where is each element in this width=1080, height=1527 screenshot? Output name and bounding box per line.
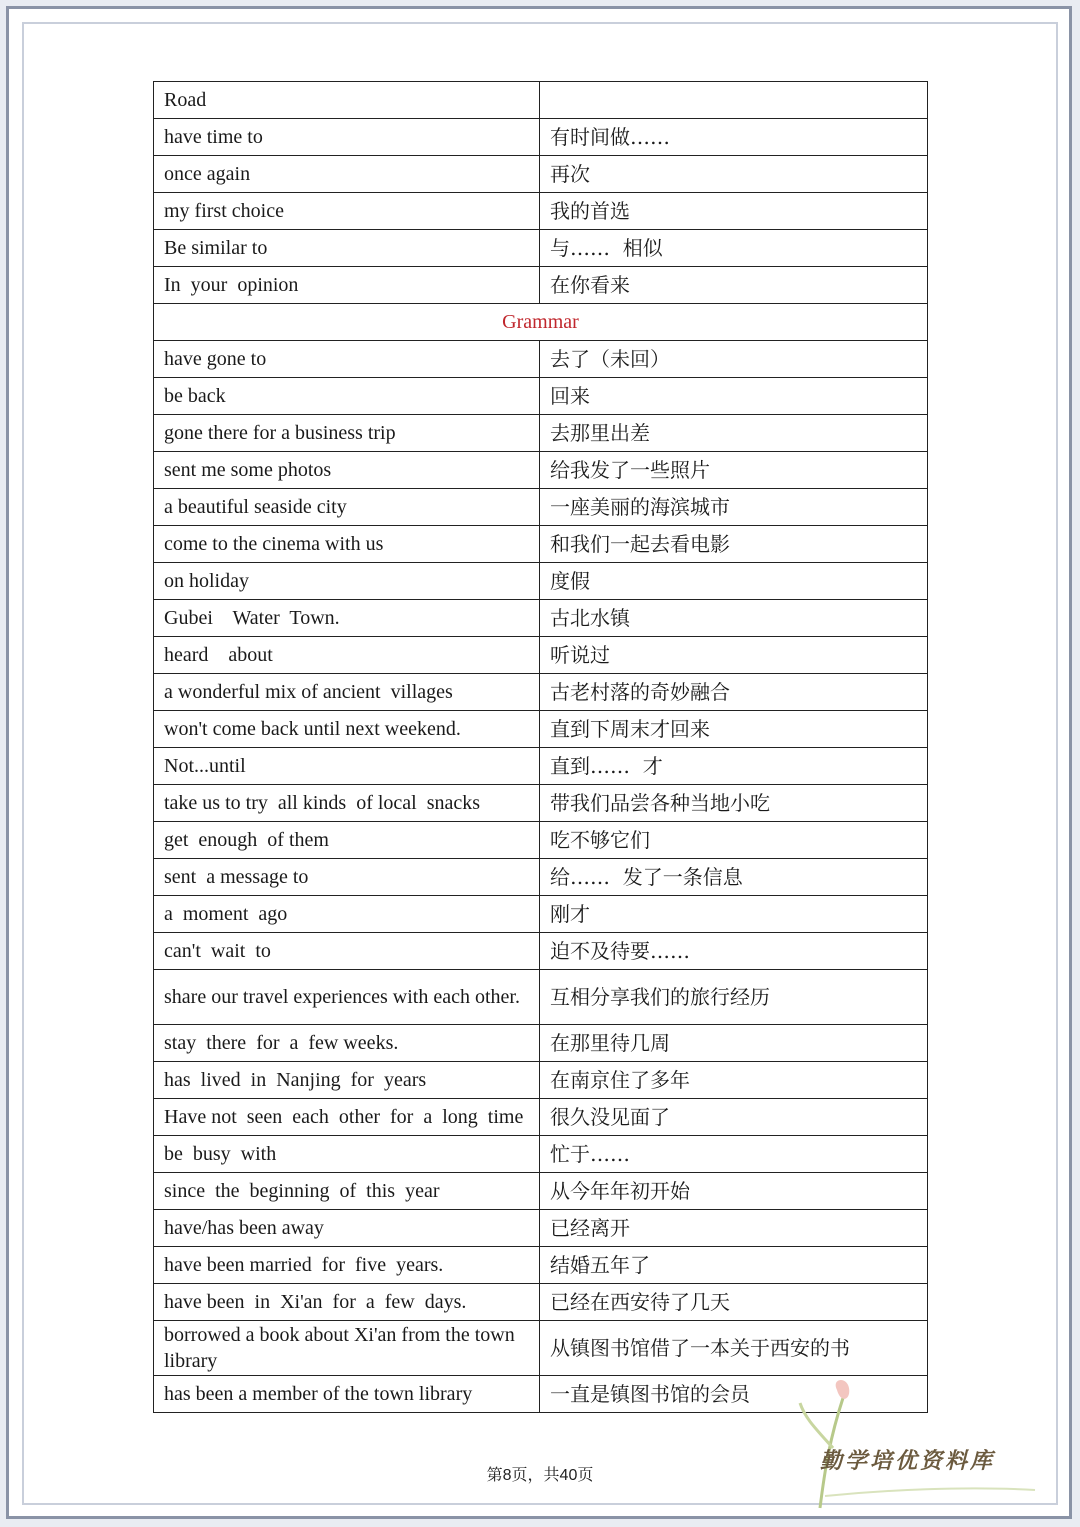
english-phrase: since the beginning of this year (154, 1173, 540, 1210)
chinese-translation: 去了（未回） (540, 341, 928, 378)
table-row (154, 600, 928, 637)
chinese-translation: 在那里待几周 (540, 1025, 928, 1062)
chinese-translation (540, 82, 928, 119)
english-phrase: Gubei Water Town. (154, 600, 540, 637)
chinese-translation: 很久没见面了 (540, 1099, 928, 1136)
english-phrase: sent a message to (154, 859, 540, 896)
chinese-translation: 再次 (540, 156, 928, 193)
vocabulary-table (153, 81, 928, 1413)
english-phrase: once again (154, 156, 540, 193)
chinese-translation: 一座美丽的海滨城市 (540, 489, 928, 526)
english-phrase: come to the cinema with us (154, 526, 540, 563)
chinese-translation: 直到下周末才回来 (540, 711, 928, 748)
english-phrase: a beautiful seaside city (154, 489, 540, 526)
table-row (154, 1210, 928, 1247)
table-row (154, 785, 928, 822)
section-title: Grammar (154, 304, 928, 341)
chinese-translation: 互相分享我们的旅行经历 (540, 970, 928, 1025)
english-phrase: heard about (154, 637, 540, 674)
chinese-translation: 带我们品尝各种当地小吃 (540, 785, 928, 822)
chinese-translation: 已经在西安待了几天 (540, 1284, 928, 1321)
table-row (154, 119, 928, 156)
table-row (154, 1062, 928, 1099)
chinese-translation: 吃不够它们 (540, 822, 928, 859)
english-phrase: a moment ago (154, 896, 540, 933)
table-row (154, 711, 928, 748)
chinese-translation: 古北水镇 (540, 600, 928, 637)
english-phrase: take us to try all kinds of local snacks (154, 785, 540, 822)
english-phrase: stay there for a few weeks. (154, 1025, 540, 1062)
table-row (154, 1099, 928, 1136)
english-phrase: In your opinion (154, 267, 540, 304)
table-row (154, 970, 928, 1025)
english-phrase: has lived in Nanjing for years (154, 1062, 540, 1099)
table-row (154, 267, 928, 304)
table-row (154, 822, 928, 859)
chinese-translation: 古老村落的奇妙融合 (540, 674, 928, 711)
english-phrase: Road (154, 82, 540, 119)
table-row (154, 82, 928, 119)
table-row (154, 674, 928, 711)
english-phrase: Have not seen each other for a long time (154, 1099, 540, 1136)
english-phrase: be busy with (154, 1136, 540, 1173)
table-row (154, 1136, 928, 1173)
english-phrase: won't come back until next weekend. (154, 711, 540, 748)
table-row (154, 415, 928, 452)
english-phrase: be back (154, 378, 540, 415)
page-number: 第8页，共40页 (486, 1467, 594, 1484)
chinese-translation: 给…… 发了一条信息 (540, 859, 928, 896)
chinese-translation: 给我发了一些照片 (540, 452, 928, 489)
table-row (154, 563, 928, 600)
chinese-translation: 有时间做…… (540, 119, 928, 156)
chinese-translation: 迫不及待要…… (540, 933, 928, 970)
table-row (154, 896, 928, 933)
table-row (154, 489, 928, 526)
english-phrase: a wonderful mix of ancient villages (154, 674, 540, 711)
english-phrase: have/has been away (154, 1210, 540, 1247)
table-row (154, 748, 928, 785)
english-phrase: can't wait to (154, 933, 540, 970)
table-row (154, 193, 928, 230)
chinese-translation: 去那里出差 (540, 415, 928, 452)
english-phrase: borrowed a book about Xi'an from the town library (154, 1321, 540, 1376)
table-row (154, 1247, 928, 1284)
english-phrase: share our travel experiences with each other. (154, 970, 540, 1025)
chinese-translation: 从镇图书馆借了一本关于西安的书 (540, 1321, 928, 1376)
chinese-translation: 在你看来 (540, 267, 928, 304)
table-row (154, 1025, 928, 1062)
chinese-translation: 和我们一起去看电影 (540, 526, 928, 563)
english-phrase: have time to (154, 119, 540, 156)
chinese-translation: 结婚五年了 (540, 1247, 928, 1284)
chinese-translation: 在南京住了多年 (540, 1062, 928, 1099)
table-row (154, 1173, 928, 1210)
table-row (154, 1321, 928, 1376)
table-row (154, 1284, 928, 1321)
chinese-translation: 忙于…… (540, 1136, 928, 1173)
english-phrase: sent me some photos (154, 452, 540, 489)
table-row (154, 933, 928, 970)
english-phrase: on holiday (154, 563, 540, 600)
chinese-translation: 直到…… 才 (540, 748, 928, 785)
english-phrase: Not...until (154, 748, 540, 785)
table-row (154, 637, 928, 674)
chinese-translation: 从今年年初开始 (540, 1173, 928, 1210)
chinese-translation: 听说过 (540, 637, 928, 674)
vocabulary-table-body (154, 82, 928, 1413)
english-phrase: Be similar to (154, 230, 540, 267)
english-phrase: has been a member of the town library (154, 1376, 540, 1413)
chinese-translation: 刚才 (540, 896, 928, 933)
table-row (154, 452, 928, 489)
english-phrase: have been in Xi'an for a few days. (154, 1284, 540, 1321)
table-row (154, 156, 928, 193)
english-phrase: have been married for five years. (154, 1247, 540, 1284)
english-phrase: my first choice (154, 193, 540, 230)
english-phrase: have gone to (154, 341, 540, 378)
chinese-translation: 与…… 相似 (540, 230, 928, 267)
table-row (154, 341, 928, 378)
english-phrase: get enough of them (154, 822, 540, 859)
chinese-translation: 度假 (540, 563, 928, 600)
table-row (154, 230, 928, 267)
table-row (154, 526, 928, 563)
chinese-translation: 一直是镇图书馆的会员 (540, 1376, 928, 1413)
chinese-translation: 已经离开 (540, 1210, 928, 1247)
watermark-text: 勤学培优资料库 (820, 1448, 996, 1474)
section-row (154, 304, 928, 341)
table-row (154, 859, 928, 896)
chinese-translation: 我的首选 (540, 193, 928, 230)
english-phrase: gone there for a business trip (154, 415, 540, 452)
chinese-translation: 回来 (540, 378, 928, 415)
table-row (154, 378, 928, 415)
